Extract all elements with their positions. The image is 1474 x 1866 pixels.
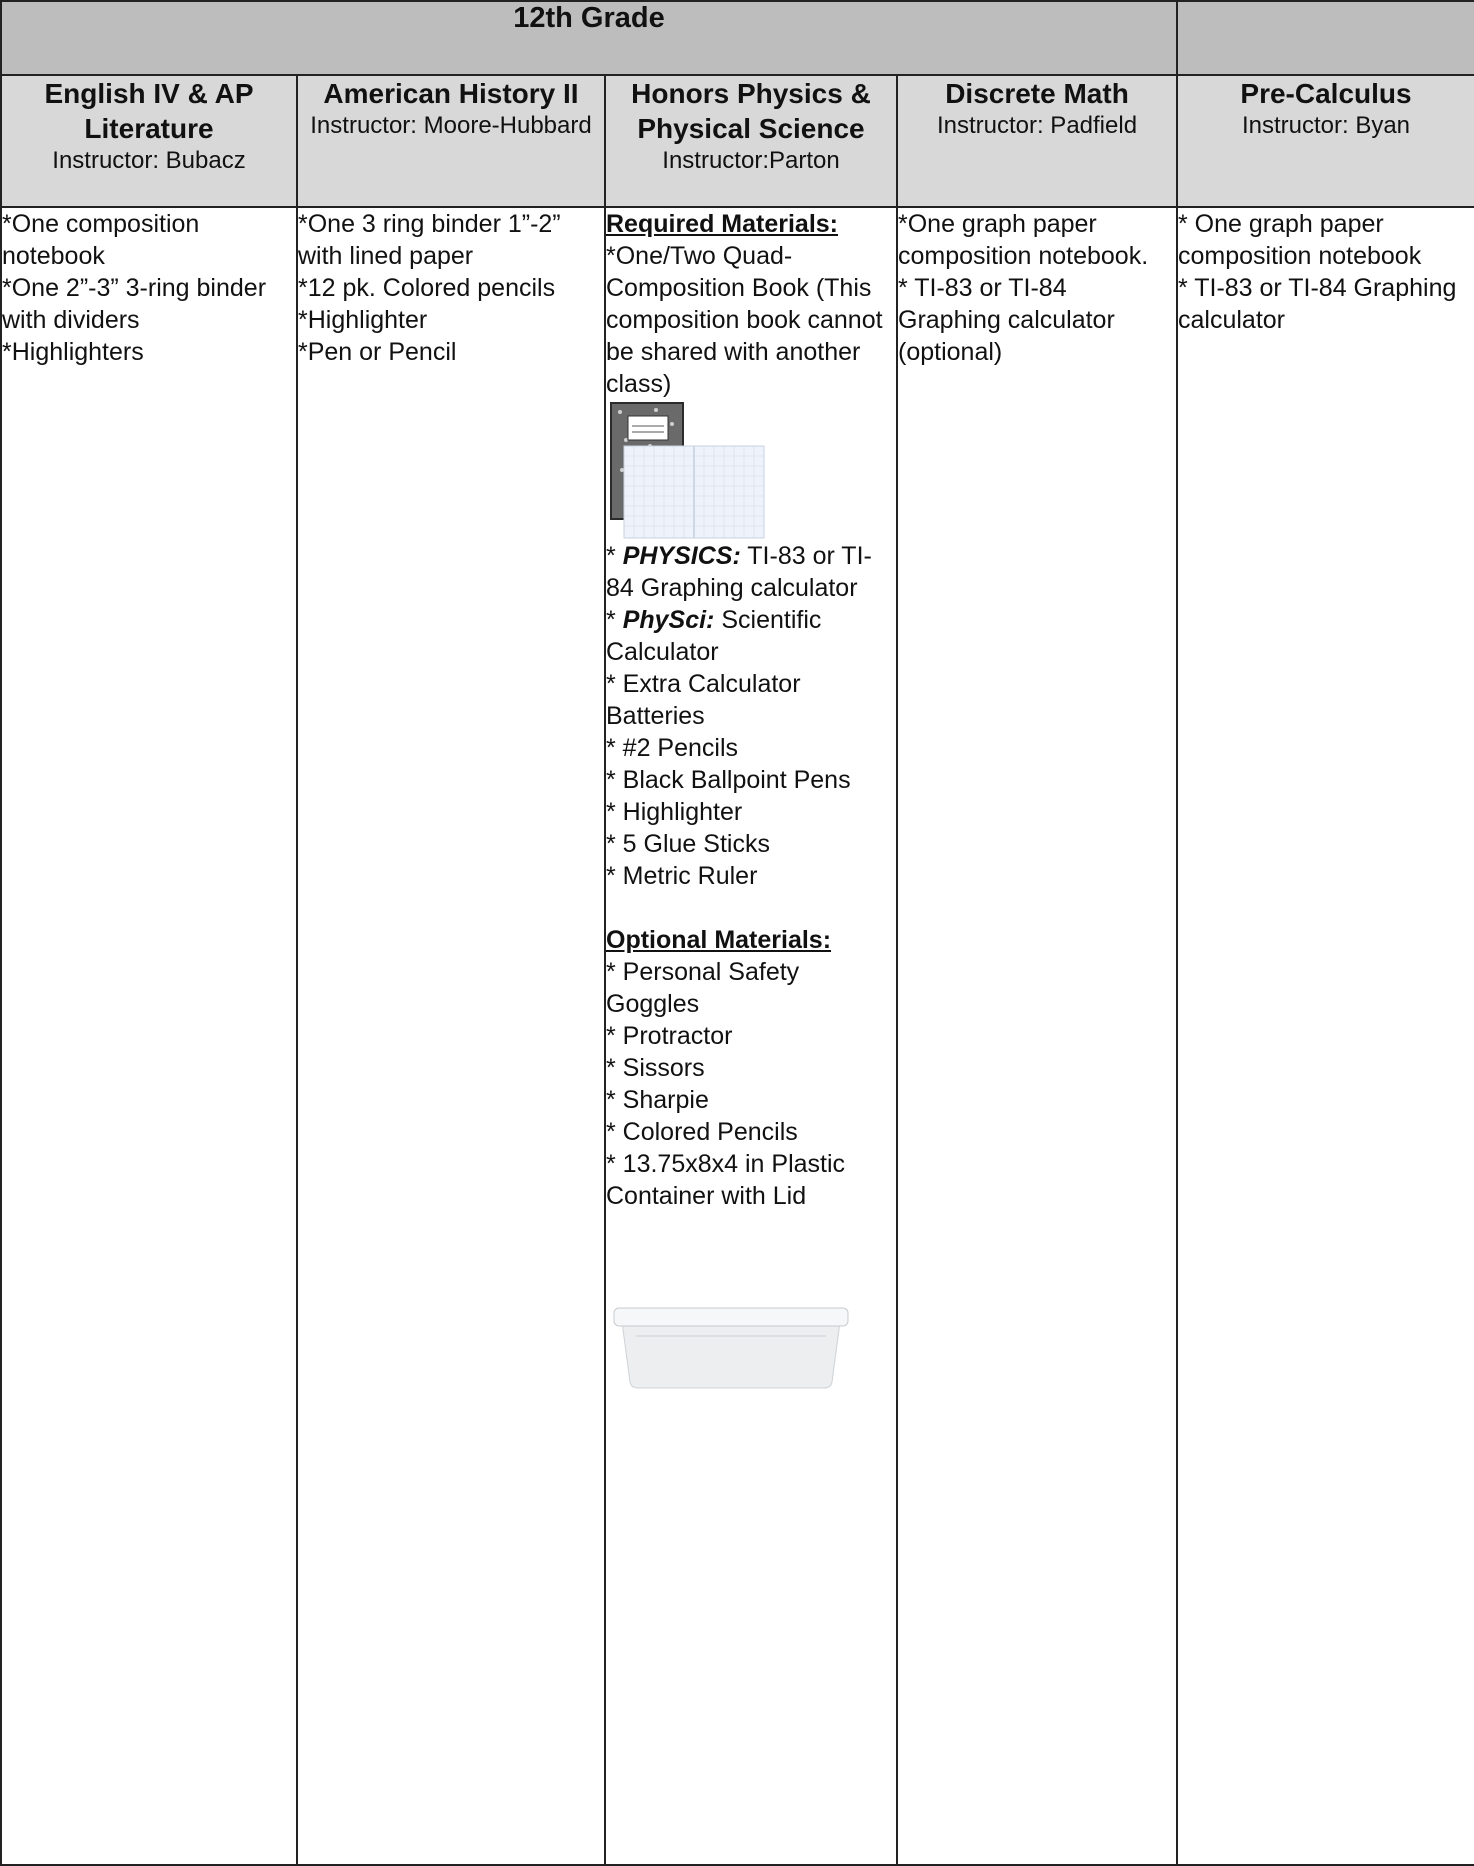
instructor-name: Instructor: Bubacz xyxy=(52,147,246,174)
spacer xyxy=(606,892,896,924)
supply-item: * Colored Pencils xyxy=(606,1118,798,1146)
instructor-name: Instructor: Byan xyxy=(1241,112,1411,139)
supply-item: * TI-83 or TI-84 Graphing calculator (optional) xyxy=(898,274,1122,366)
supply-item: * Black Ballpoint Pens xyxy=(606,766,851,794)
supply-item: * TI-83 or TI-84 Graphing calculator xyxy=(1178,274,1464,334)
supply-list-history xyxy=(297,207,605,1865)
supply-item: *One 2”-3” 3-ring binder with dividers xyxy=(2,274,273,334)
composition-book-image xyxy=(606,400,766,540)
required-materials-heading: Required Materials: xyxy=(606,210,839,238)
supply-item: * One graph paper composition notebook xyxy=(1178,210,1422,270)
physci-label: PhySci: xyxy=(622,606,715,634)
supply-item: *12 pk. Colored pencils xyxy=(298,274,556,302)
supply-item: * Personal Safety Goggles xyxy=(606,958,807,1018)
supply-item: * Sharpie xyxy=(606,1086,709,1114)
subject-name: American History II xyxy=(323,78,579,109)
plastic-container-image xyxy=(606,1212,856,1392)
supply-item: * #2 Pencils xyxy=(606,734,739,762)
column-header-discrete-math xyxy=(897,75,1177,207)
instructor-name: Instructor:Parton xyxy=(662,147,840,174)
supply-item: * Protractor xyxy=(606,1022,733,1050)
grade-title-blank-cell xyxy=(1177,1,1474,75)
subject-name: Discrete Math xyxy=(945,78,1129,109)
column-header-english xyxy=(1,75,297,207)
supply-item: *One graph paper composition notebook. xyxy=(898,210,1149,270)
supply-item: *Pen or Pencil xyxy=(298,338,457,366)
subject-name: English IV & AP Literature xyxy=(44,78,254,144)
supply-list-precalculus xyxy=(1177,207,1474,1865)
supply-item: * Extra Calculator Batteries xyxy=(606,670,808,730)
physics-text: TI-83 or TI-84 Graphing calculator xyxy=(606,542,872,602)
supply-item: *Highlighter xyxy=(298,306,428,334)
supply-item: *One 3 ring binder 1”-2” with lined paper xyxy=(298,210,568,270)
supply-item: * PHYSICS: TI-83 or TI-84 Graphing calculator xyxy=(606,542,872,602)
supply-item: * 13.75x8x4 in Plastic Container with Lid xyxy=(606,1150,852,1210)
column-header-precalculus xyxy=(1177,75,1474,207)
supply-list-physics xyxy=(605,207,897,1865)
supply-item: * PhySci: Scientific Calculator xyxy=(606,606,829,666)
supply-item: *Highlighters xyxy=(2,338,144,366)
instructor-name: Instructor: Padfield xyxy=(936,112,1138,139)
grade-title: 12th Grade xyxy=(1,1,1177,75)
column-header-history xyxy=(297,75,605,207)
instructor-name: Instructor: Moore-Hubbard xyxy=(310,112,592,139)
supply-list-discrete-math xyxy=(897,207,1177,1865)
supply-item: * Highlighter xyxy=(606,798,743,826)
optional-materials-heading: Optional Materials: xyxy=(606,926,832,954)
physci-text: Scientific Calculator xyxy=(606,606,829,666)
supply-item: * 5 Glue Sticks xyxy=(606,830,770,858)
subject-name: Honors Physics & Physical Science xyxy=(631,78,871,144)
subject-name: Pre-Calculus xyxy=(1240,78,1412,109)
supply-item: *One/Two Quad-Composition Book (This composition book cannot be shared with another class) xyxy=(606,242,890,398)
supply-item: * Sissors xyxy=(606,1054,705,1082)
supply-item: * Metric Ruler xyxy=(606,862,758,890)
supply-item: *One composition notebook xyxy=(2,210,207,270)
physics-label: PHYSICS: xyxy=(622,542,741,570)
column-header-physics xyxy=(605,75,897,207)
supply-list-english xyxy=(1,207,297,1865)
